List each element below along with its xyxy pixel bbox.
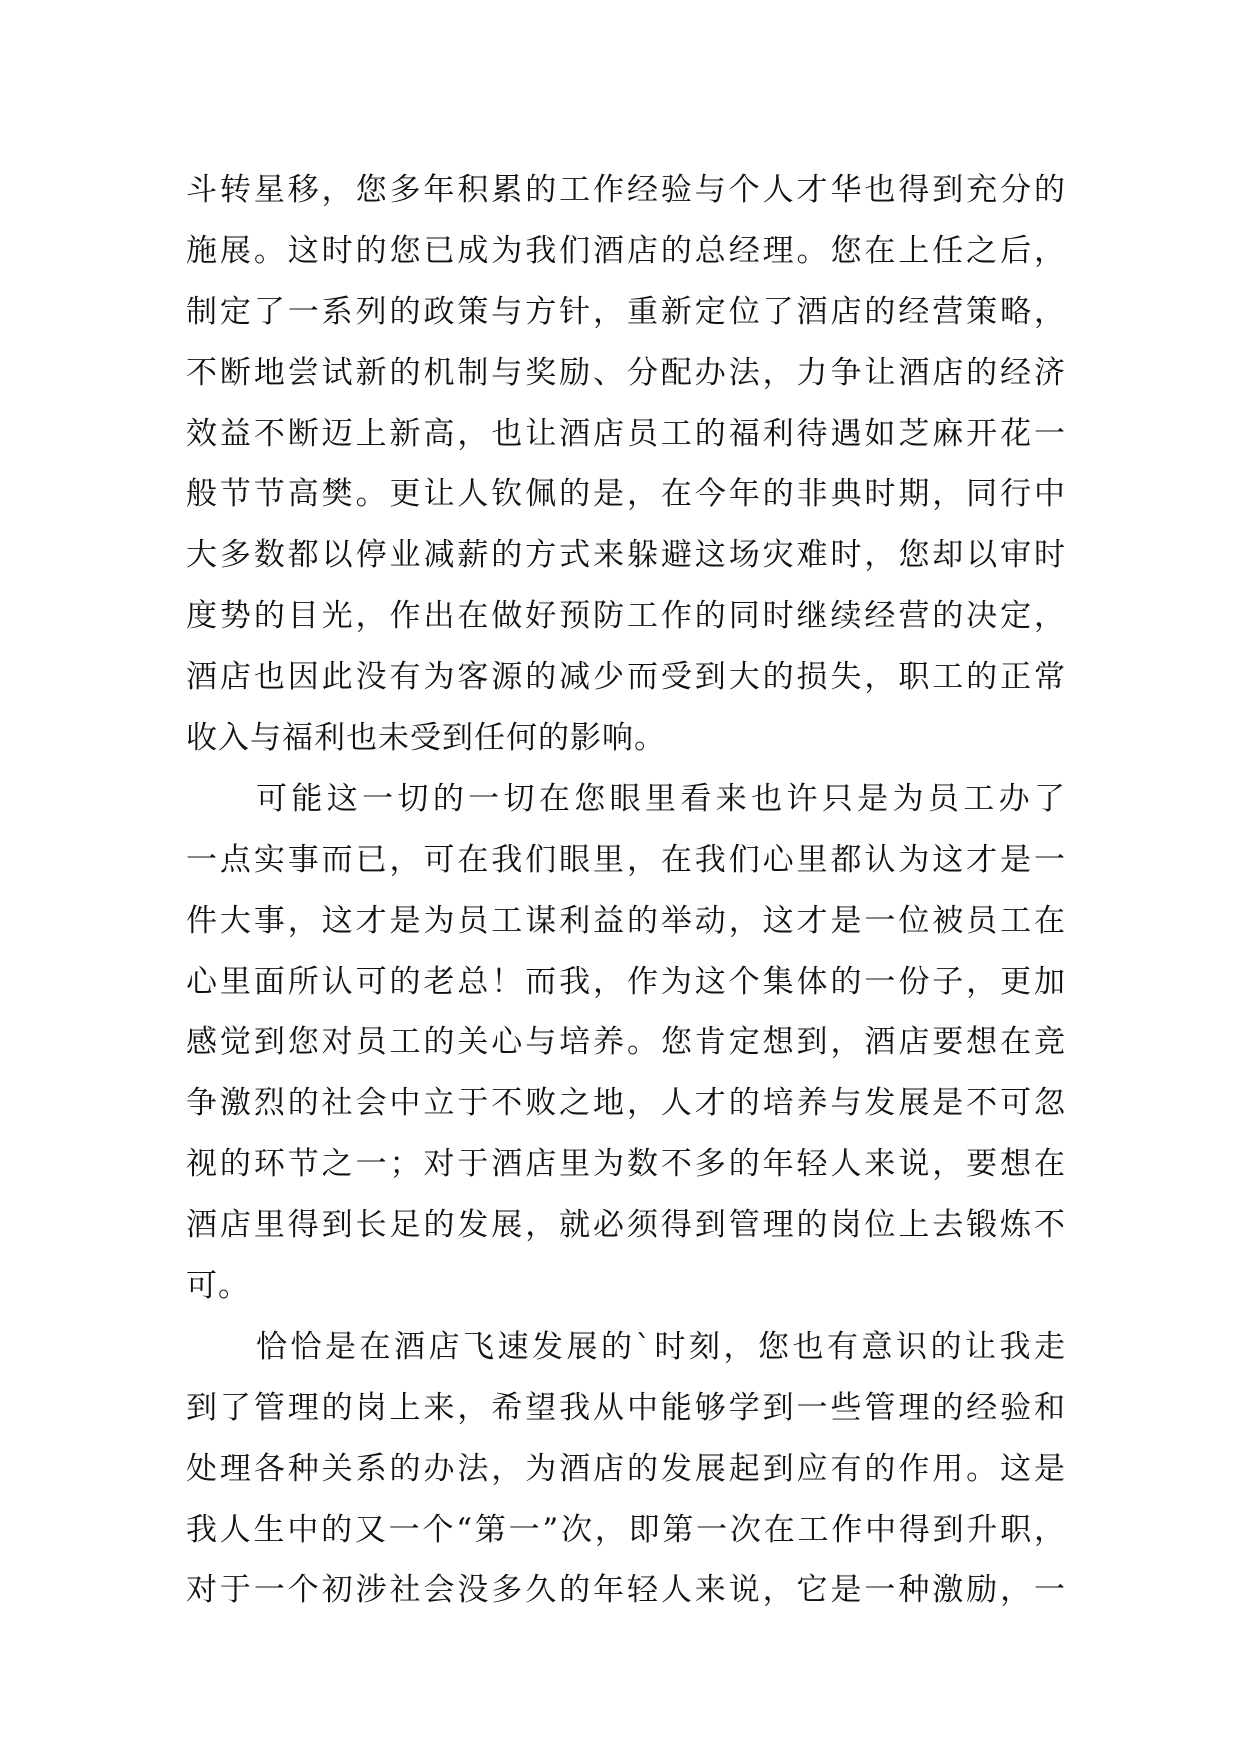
text-line: 度势的目光，作出在做好预防工作的同时继续经营的决定， [186,598,1066,635]
text-line: 收入与福利也未受到任何的影响。 [186,720,666,757]
text-line: 一点实事而已，可在我们眼里，在我们心里都认为这才是一 [186,841,1066,878]
text-line: 酒店里得到长足的发展，就必须得到管理的岗位上去锻炼不 [186,1207,1066,1244]
text-line: 制定了一系列的政策与方针，重新定位了酒店的经营策略， [186,293,1066,330]
text-line: 可。 [186,1268,250,1305]
text-line: 到了管理的岗上来，希望我从中能够学到一些管理的经验和 [186,1389,1066,1426]
text-line: 斗转星移，您多年积累的工作经验与个人才华也得到充分的 [186,172,1066,208]
text-line: 恰恰是在酒店飞速发展的`时刻，您也有意识的让我走 [256,1328,1066,1365]
text-line: 件大事，这才是为员工谋利益的举动，这才是一位被员工在 [186,902,1066,939]
text-line: 般节节高樊。更让人钦佩的是，在今年的非典时期，同行中 [186,476,1066,513]
text-line: 不断地尝试新的机制与奖励、分配办法，力争让酒店的经济 [186,354,1066,391]
text-line: 对于一个初涉社会没多久的年轻人来说，它是一种激励，一 [186,1572,1066,1609]
text-line: 感觉到您对员工的关心与培养。您肯定想到，酒店要想在竞 [186,1024,1066,1061]
text-line: 我人生中的又一个“第一”次，即第一次在工作中得到升职， [186,1511,1066,1548]
text-line: 视的环节之一；对于酒店里为数不多的年轻人来说，要想在 [186,1146,1066,1183]
text-line: 处理各种关系的办法，为酒店的发展起到应有的作用。这是 [186,1450,1066,1487]
text-line: 争激烈的社会中立于不败之地，人才的培养与发展是不可忽 [186,1085,1066,1122]
text-line: 施展。这时的您已成为我们酒店的总经理。您在上任之后， [186,232,1066,269]
text-line: 效益不断迈上新高，也让酒店员工的福利待遇如芝麻开花一 [186,415,1066,452]
text-line: 酒店也因此没有为客源的减少而受到大的损失，职工的正常 [186,659,1066,696]
text-line: 可能这一切的一切在您眼里看来也许只是为员工办了 [256,780,1066,817]
body-text [186,160,1066,1621]
text-line: 大多数都以停业减薪的方式来躲避这场灾难时，您却以审时 [186,537,1066,574]
text-line: 心里面所认可的老总！而我，作为这个集体的一份子，更加 [186,963,1066,1000]
